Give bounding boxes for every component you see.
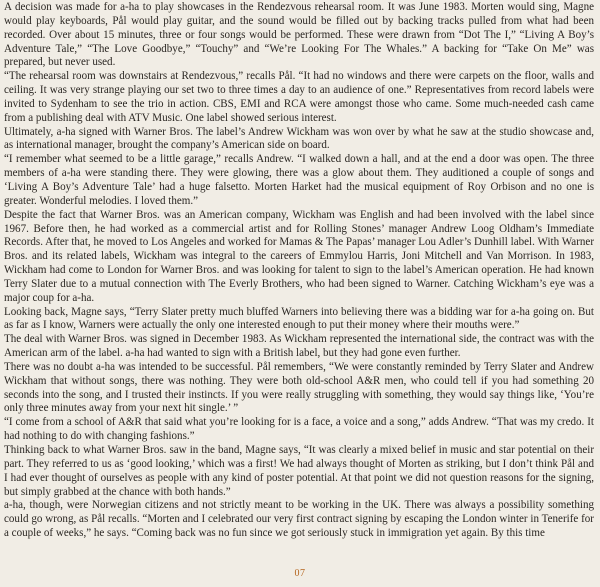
paragraph: Ultimately, a-ha signed with Warner Bros. The label’s Andrew Wickham was won over by what he saw at the studio showcase and, as international manager, brought the company’s American side on board. bbox=[4, 125, 594, 152]
paragraph: Despite the fact that Warner Bros. was an American company, Wickham was English and had been involved with the label since 1967. Before then, he had worked as a commercial artist and for Rolling Stones’ manager Andrew Loog Oldham’s Immediate Records. After that, he moved to Los Angeles and worked for Mamas & The Papas’ manager Lou Adler’s Dunhill label. With Warner Bros. and its related labels, Wickham was integral to the careers of Emmylou Harris, Joni Mitchell and Van Morrison. In 1983, Wickham had come to London for Warner Bros. and was looking for talent to sign to the label’s American operation. He had known Terry Slater due to a mutual connection with The Everly Brothers, who had been signed to Warner. Catching Wickham’s eye was a major coup for a-ha. bbox=[4, 208, 594, 304]
paragraph: Thinking back to what Warner Bros. saw in the band, Magne says, “It was clearly a mixed belief in music and star potential on their part. They referred to us as ‘good looking,’ which was a first! We had always thought of Morten as striking, but I don’t think Pål and I had ever thought of ourselves as people with any kind of poster potential. At that point we did not question reasons for the signing, but simply grabbed at the chance with both hands.” bbox=[4, 444, 594, 498]
paragraph: “I remember what seemed to be a little garage,” recalls Andrew. “I walked down a hall, and at the end a door was open. The three members of a-ha were standing there. They were glowing, there was a glow about them. They auditioned a couple of songs and ‘Living A Boy’s Adventure Tale’ had a huge falsetto. Morten Harket had the musical equipment of Roy Orbison and no one is greater. Wonderful melodies. I loved them.” bbox=[4, 153, 594, 207]
paragraph: There was no doubt a-ha was intended to be successful. Pål remembers, “We were constantly reminded by Terry Slater and Andrew Wickham that without songs, there was nothing. They were both old-school A&R men, who could tell if you had something 20 seconds into the song, and I trusted their instincts. If you were really struggling with something, they would say things like, ‘You’re only three minutes away from your next hit single.’ ” bbox=[4, 360, 594, 415]
paragraph: A decision was made for a-ha to play showcases in the Rendezvous rehearsal room. It was June 1983. Morten would sing, Magne would play keyboards, Pål would play guitar, and the sound would be filled out by backing tracks pulled from what had been recorded. Over about 15 minutes, three or four songs would be performed. These were drawn from “Dot The I,” “Living A Boy’s Adventure Tale,” “The Love Goodbye,” “Touchy” and “We’re Looking For The Whales.” A backing for “Take On Me” was prepared, but never used. bbox=[4, 1, 594, 69]
page-number: 07 bbox=[294, 568, 306, 579]
paragraph: Looking back, Magne says, “Terry Slater pretty much bluffed Warners into believing there was a bidding war for a-ha going on. But as far as I know, Warners were actually the only one interested enough to put their money where their mouths were.” bbox=[4, 305, 594, 332]
paragraph: The deal with Warner Bros. was signed in December 1983. As Wickham represented the international side, the contract was with the American arm of the label. a-ha had wanted to sign with a British label, but they had gone even further. bbox=[4, 333, 594, 360]
paragraph: “The rehearsal room was downstairs at Rendezvous,” recalls Pål. “It had no windows and there were carpets on the floor, walls and ceiling. It was very strange playing our set two to three times a day to an audience of one.” Representatives from record labels were invited to Sydenham to see the trio in action. CBS, EMI and RCA were amongst those who came. Some much-needed cash came from a publishing deal with ATV Music. One label showed serious interest. bbox=[4, 70, 594, 124]
paragraph: a-ha, though, were Norwegian citizens and not strictly meant to be working in the UK. There was always a possibility something could go wrong, as Pål recalls. “Morten and I celebrated our very first contract signing by escaping the London winter in Tenerife for a couple of weeks,” he says. “Coming back was no fun since we got seriously stuck in immigration yet again. By this time bbox=[4, 499, 594, 540]
paragraph: “I come from a school of A&R that said what you’re looking for is a face, a voice and a song,” adds Andrew. “That was my credo. It had nothing to do with changing fashions.” bbox=[4, 416, 594, 443]
article-body bbox=[4, 1, 594, 541]
